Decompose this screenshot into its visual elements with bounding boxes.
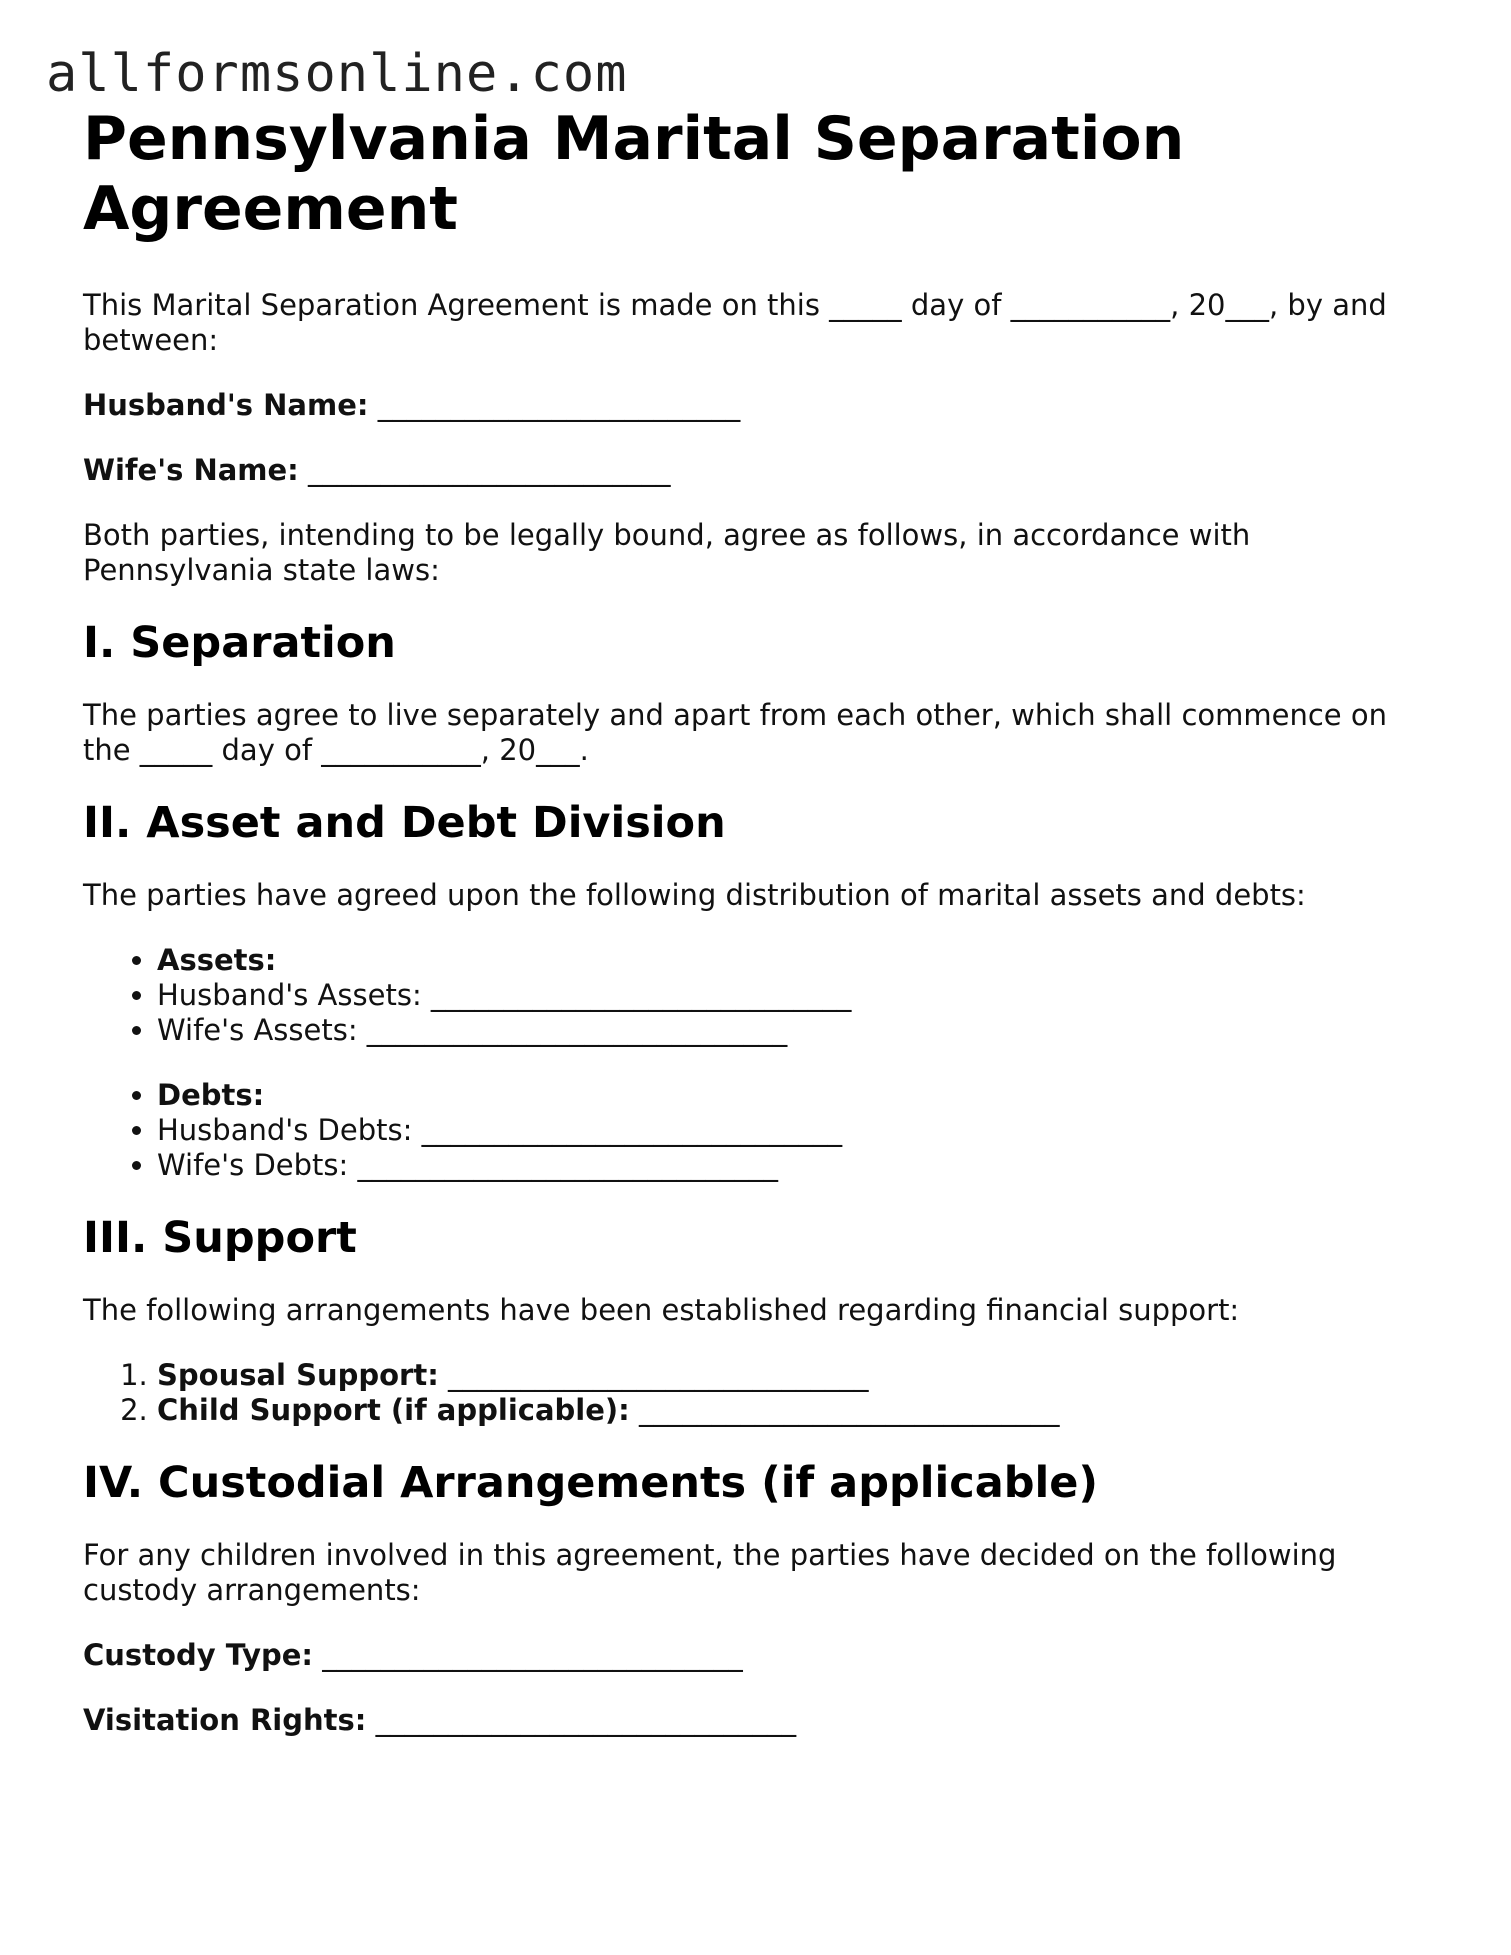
document-title: Pennsylvania Marital Separation Agreement — [83, 104, 1185, 244]
husband-name-label: Husband's Name: — [83, 388, 369, 422]
child-support-label: Child Support (if applicable): — [157, 1393, 630, 1427]
husband-assets-item: • Husband's Assets: _____________________________ — [157, 978, 1443, 1013]
visitation-rights-line — [83, 1703, 1443, 1738]
spousal-support-item — [157, 1358, 1443, 1393]
section-separation-text: The parties agree to live separately and apart from each other, which shall commence on the _____ day of ___________, 20___. — [83, 698, 1387, 767]
section-asset-debt-text: The parties have agreed upon the following distribution of marital assets and debts: — [83, 878, 1306, 912]
wife-debts-item: • Wife's Debts: _____________________________ — [157, 1148, 1443, 1183]
debts-label: Debts: — [157, 1078, 265, 1112]
section-separation-heading: I. Separation — [83, 618, 396, 668]
child-support-item — [157, 1393, 1443, 1428]
visitation-rights-label: Visitation Rights: — [83, 1703, 367, 1737]
spousal-support-label: Spousal Support: — [157, 1358, 439, 1392]
assets-list — [83, 943, 1443, 1048]
assets-label-item — [157, 943, 1443, 978]
wife-assets-item: • Wife's Assets: _____________________________ — [157, 1013, 1443, 1048]
support-list — [83, 1358, 1443, 1428]
custody-type-blank: _____________________________ — [322, 1638, 743, 1672]
husband-debts-item: • Husband's Debts: _____________________________ — [157, 1113, 1443, 1148]
custody-type-label: Custody Type: — [83, 1638, 314, 1672]
visitation-rights-blank: _____________________________ — [375, 1703, 797, 1737]
debts-list — [83, 1078, 1443, 1183]
wife-name-blank: _________________________ — [308, 453, 671, 487]
intro-paragraph: This Marital Separation Agreement is made on this _____ day of ___________, 20___, by and between: — [83, 288, 1387, 357]
preamble-paragraph: Both parties, intending to be legally bound, agree as follows, in accordance with Pennsylvania state laws: — [83, 518, 1251, 587]
document-page — [83, 104, 1443, 1768]
section-custodial-heading: IV. Custodial Arrangements (if applicable) — [83, 1458, 1099, 1508]
wife-name-line — [83, 453, 1443, 488]
section-asset-debt-heading: II. Asset and Debt Division — [83, 798, 726, 848]
husband-name-line — [83, 388, 1443, 423]
watermark: allformsonline.com — [46, 44, 628, 104]
child-support-blank: _____________________________ — [638, 1393, 1060, 1427]
wife-name-label: Wife's Name: — [83, 453, 299, 487]
section-support-heading: III. Support — [83, 1213, 357, 1263]
spousal-support-blank: _____________________________ — [448, 1358, 869, 1392]
husband-name-blank: _________________________ — [377, 388, 741, 422]
debts-label-item — [157, 1078, 1443, 1113]
custody-type-line — [83, 1638, 1443, 1673]
section-custodial-text: For any children involved in this agreement, the parties have decided on the following custody arrangements: — [83, 1538, 1337, 1607]
assets-label: Assets: — [157, 943, 277, 977]
section-support-text: The following arrangements have been established regarding financial support: — [83, 1293, 1240, 1327]
